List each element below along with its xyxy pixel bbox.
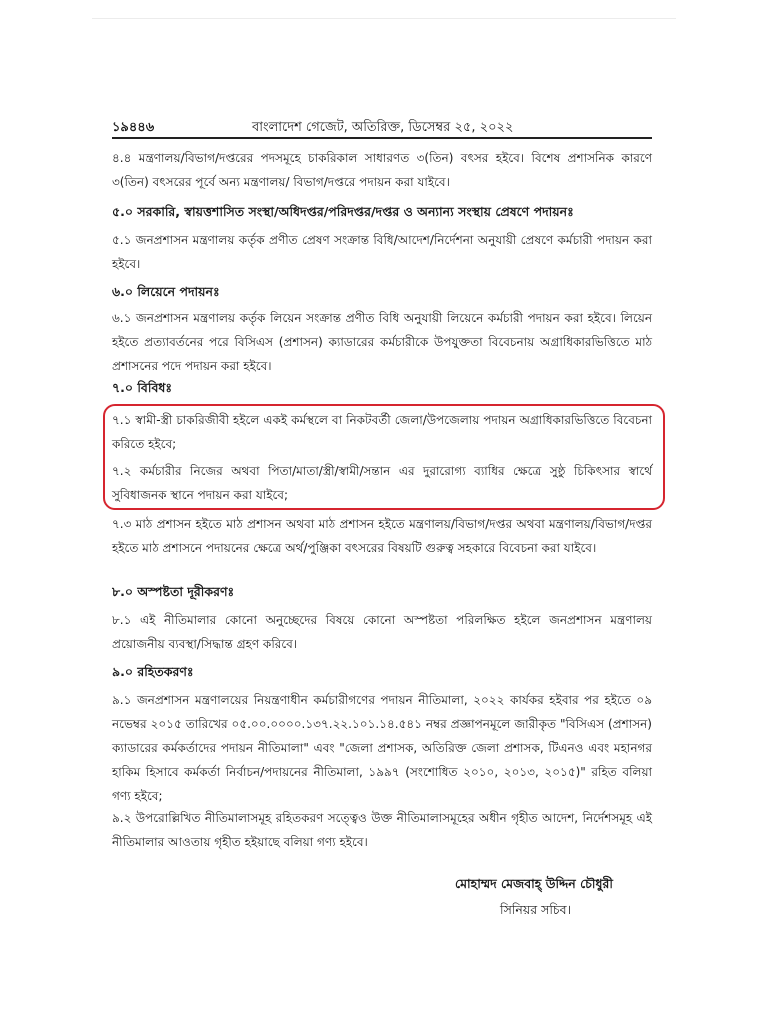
heading-7: ৭.০ বিবিধঃ	[112, 380, 173, 395]
heading-5: ৫.০ সরকারি, স্বায়ত্তশাসিত সংস্থা/অধিদপ্তর/পরিদপ্তর/দপ্তর ও অন্যান্য সংস্থায় প্রেষণে পদায়নঃ	[112, 204, 574, 219]
paragraph-6-1: ৬.১ জনপ্রশাসন মন্ত্রণালয় কর্তৃক লিয়েন সংক্রান্ত প্রণীত বিধি অনুযায়ী লিয়েনে কর্মচারী পদায়ন করা হইবে। লিয়েন হইতে প্রত্যাবর্তনের পরে বিসিএস (প্রশাসন) ক্যাডারের কর্মচারীকে উপযুক্ততা বিবেচনায় অগ্রাধিকারভিত্তিতে মাঠ প্রশাসনের পদে পদায়ন করা হইবে।	[112, 311, 652, 373]
paragraph-9-1: ৯.১ জনপ্রশাসন মন্ত্রণালয়ের নিয়ন্ত্রণাধীন কর্মচারীগণের পদায়ন নীতিমালা, ২০২২ কার্যকর হইবার পর হইতে ০৯ নভেম্বর ২০১৫ তারিখের ০৫.০০.০০০০.১৩৭.২২.১০১.১৪.৫৪১ নম্বর প্রজ্ঞাপনমূলে জারীকৃত "বিসিএস (প্রশাসন) ক্যাডারের কর্মকর্তাদের পদায়ন নীতিমালা" এবং "জেলা প্রশাসক, অতিরিক্ত জেলা প্রশাসক, টিএনও এবং মহানগর হাকিম হিসাবে কর্মকর্তা নির্বাচন/পদায়নের নীতিমালা, ১৯৯৭ (সংশোধিত ২০১০, ২০১৩, ২০১৫)" রহিত বলিয়া গণ্য হইবে;	[112, 693, 652, 803]
gazette-header	[112, 116, 652, 138]
signatory-designation: সিনিয়র সচিব।	[500, 902, 572, 917]
page-number: ১৯৪৪৬	[112, 120, 155, 135]
paragraph-4-4: ৪.৪ মন্ত্রণালয়/বিভাগ/দপ্তরের পদসমূহে চাকরিকাল সাধারণত ৩(তিন) বৎসর হইবে। বিশেষ প্রশাসনিক কারণে ৩(তিন) বৎসরের পূর্বে অন্য মন্ত্রণালয়/ বিভাগ/দপ্তরে পদায়ন করা যাইবে।	[112, 151, 652, 189]
heading-9: ৯.০ রহিতকরণঃ	[112, 664, 194, 679]
paragraph-5-1: ৫.১ জনপ্রশাসন মন্ত্রণালয় কর্তৃক প্রণীত প্রেষণ সংক্রান্ত বিধি/আদেশ/নির্দেশনা অনুযায়ী প্রেষণে কর্মচারী পদায়ন করা হইবে।	[112, 233, 652, 271]
paragraph-9-2: ৯.২ উপরোল্লিখিত নীতিমালাসমূহ রহিতকরণ সত্ত্বেও উক্ত নীতিমালাসমূহের অধীন গৃহীত আদেশ, নির্দেশসমূহ এই নীতিমালার আওতায় গৃহীত হইয়াছে বলিয়া গণ্য হইবে।	[112, 811, 652, 849]
gazette-title: বাংলাদেশ গেজেট, অতিরিক্ত, ডিসেম্বর ২৫, ২০২২	[252, 120, 514, 135]
paragraph-7-2: ৭.২ কর্মচারীর নিজের অথবা পিতা/মাতা/স্ত্রী/স্বামী/সন্তান এর দুরারোগ্য ব্যাধির ক্ষেত্রে সুষ্ঠু চিকিৎসার স্বার্থে সুবিধাজনক স্থানে পদায়ন করা যাইবে;	[112, 464, 652, 502]
paragraph-7-1: ৭.১ স্বামী-স্ত্রী চাকরিজীবী হইলে একই কর্মস্থলে বা নিকটবর্তী জেলা/উপজেলায় পদায়ন অগ্রাধিকারভিত্তিতে বিবেচনা করিতে হইবে;	[112, 413, 652, 451]
paragraph-8-1: ৮.১ এই নীতিমালার কোনো অনুচ্ছেদের বিষয়ে কোনো অস্পষ্টতা পরিলক্ষিত হইলে জনপ্রশাসন মন্ত্রণালয় প্রয়োজনীয় ব্যবস্থা/সিদ্ধান্ত গ্রহণ করিবে।	[112, 613, 652, 651]
header-rule	[112, 137, 652, 139]
heading-8: ৮.০ অস্পষ্টতা দূরীকরণঃ	[112, 584, 235, 599]
paragraph-7-3: ৭.৩ মাঠ প্রশাসন হইতে মাঠ প্রশাসন অথবা মাঠ প্রশাসন হইতে মন্ত্রণালয়/বিভাগ/দপ্তর অথবা মন্ত্রণালয়/বিভাগ/দপ্তর হইতে মাঠ প্রশাসনে পদায়নের ক্ষেত্রে অর্থ/পুঞ্জিকা বৎসরের বিষয়টি গুরুত্ব সহকারে বিবেচনা করা যাইবে।	[112, 517, 652, 555]
signatory-name: মোহাম্মদ মেজবাহ্ উদ্দিন চৌধুরী	[455, 876, 613, 891]
heading-6: ৬.০ লিয়েনে পদায়নঃ	[112, 284, 220, 299]
scan-top-edge	[92, 18, 676, 19]
